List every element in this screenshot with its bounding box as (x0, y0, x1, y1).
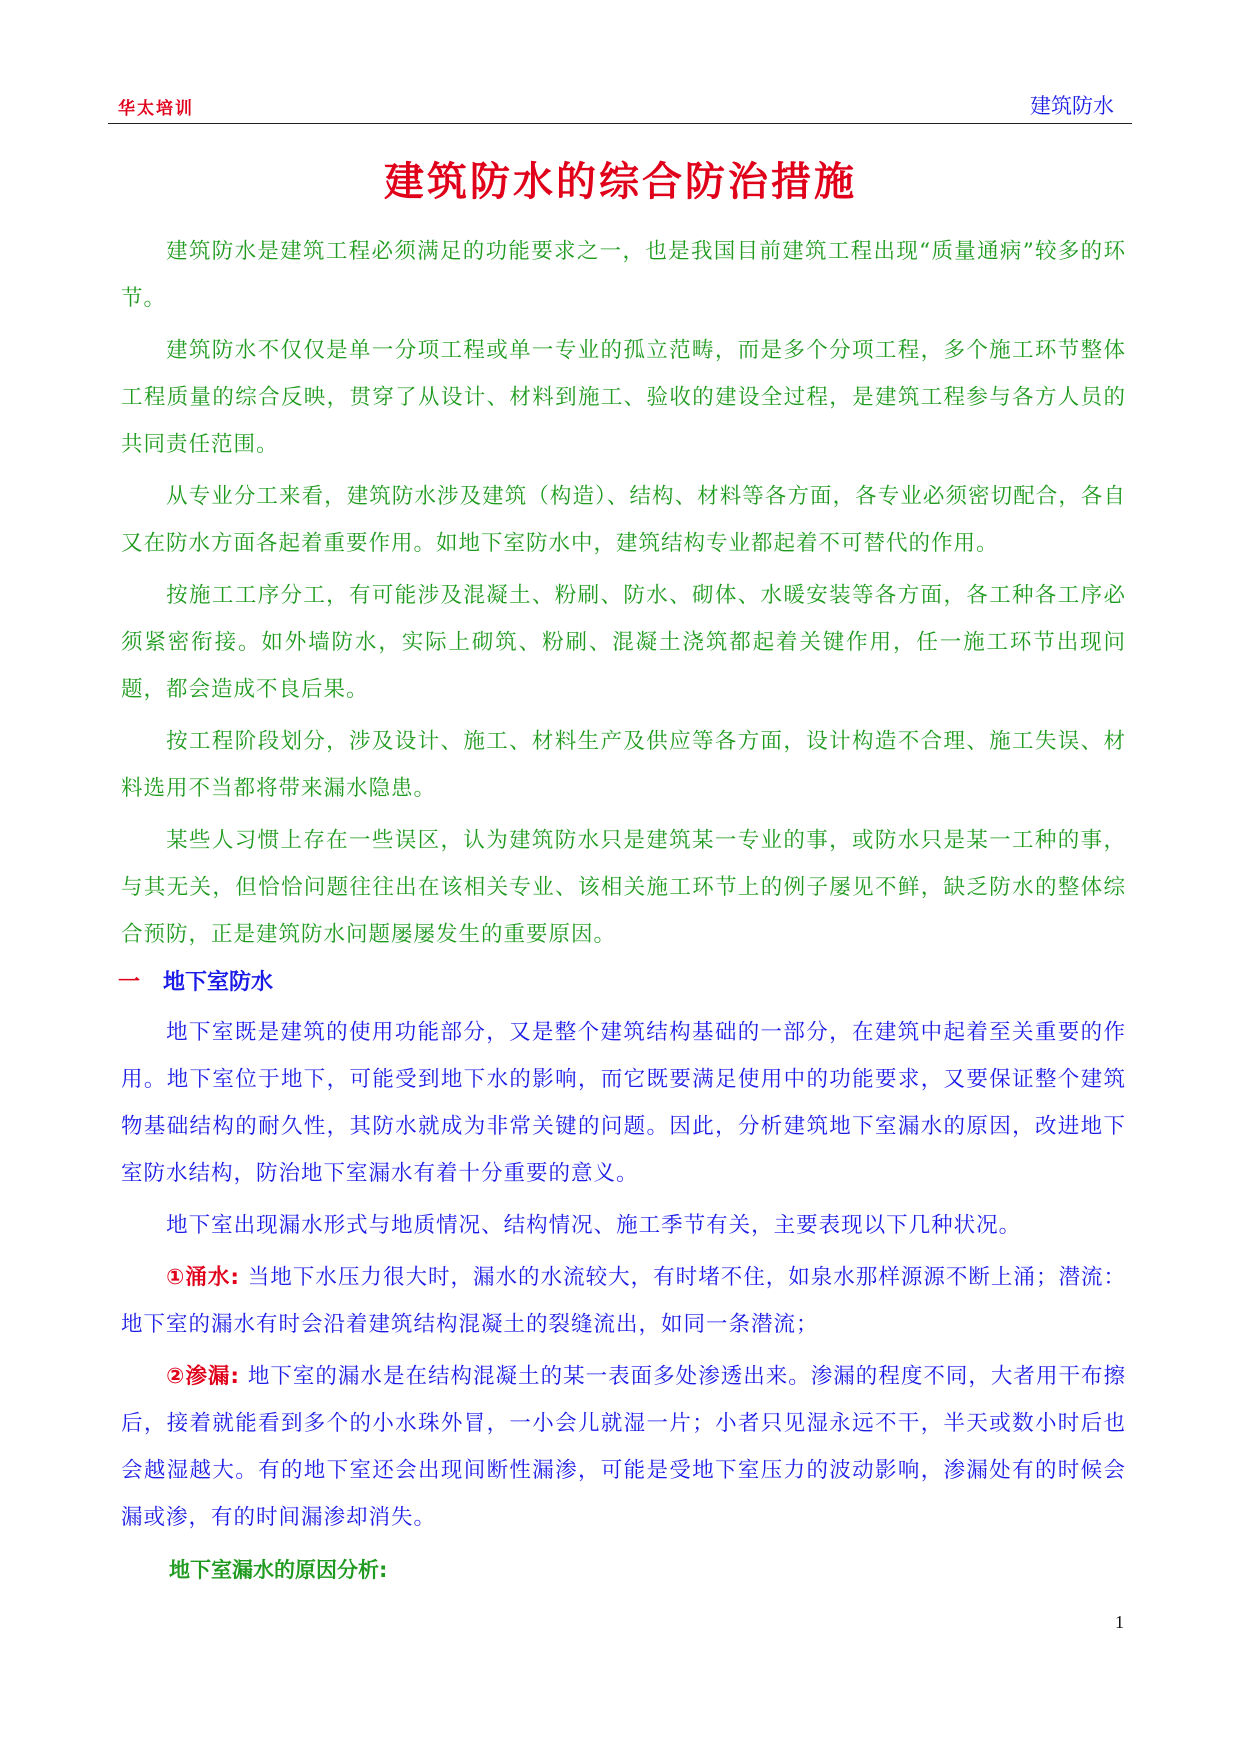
section-number: 一 (118, 970, 141, 995)
list-item-seepage (121, 1353, 1126, 1541)
page-number: 1 (1115, 1612, 1124, 1632)
section-heading (118, 963, 1126, 1003)
section-paragraph: 地下室出现漏水形式与地质情况、结构情况、施工季节有关，主要表现以下几种状况。 (166, 1213, 1022, 1238)
intro-paragraph: 从专业分工来看，建筑防水涉及建筑（构造）、结构、材料等各方面，各专业必须密切配合，各自又在防水方面各起着重要作用。如地下室防水中，建筑结构专业都起着不可替代的作用。 (121, 484, 1126, 556)
document-body (118, 228, 1126, 1594)
list-item-gushing (121, 1254, 1126, 1348)
subsection-heading: 地下室漏水的原因分析: (169, 1558, 388, 1582)
header-divider (108, 123, 1132, 124)
section-paragraph: 地下室既是建筑的使用功能部分，又是整个建筑结构基础的一部分，在建筑中起着至关重要的作用。地下室位于地下，可能受到地下水的影响，而它既要满足使用中的功能要求，又要保证整个建筑物基础结构的耐久性，其防水就成为非常关键的问题。因此，分析建筑地下室漏水的原因，改进地下室防水结构，防治地下室漏水有着十分重要的意义。 (121, 1020, 1126, 1186)
intro-paragraph: 建筑防水是建筑工程必须满足的功能要求之一，也是我国目前建筑工程出现“质量通病”较多的环节。 (121, 239, 1126, 311)
item-lead-label: ①涌水: (166, 1265, 240, 1290)
page-header (108, 86, 1132, 124)
item-text: 当地下水压力很大时，漏水的水流较大，有时堵不住，如泉水那样源源不断上涌；潜流：地下室的漏水有时会沿着建筑结构混凝土的裂缝流出，如同一条潜流； (121, 1265, 1126, 1337)
item-text: 地下室的漏水是在结构混凝土的某一表面多处渗透出来。渗漏的程度不同，大者用干布擦后，接着就能看到多个的小水珠外冒，一小会儿就湿一片；小者只见湿永远不干，半天或数小时后也会越湿越大。有的地下室还会出现间断性漏渗，可能是受地下室压力的波动影响，渗漏处有的时候会漏或渗，有的时间漏渗却消失。 (121, 1364, 1126, 1530)
intro-paragraph: 按施工工序分工，有可能涉及混凝土、粉刷、防水、砌体、水暖安装等各方面，各工种各工序必须紧密衔接。如外墙防水，实际上砌筑、粉刷、混凝土浇筑都起着关键作用，任一施工环节出现问题，都会造成不良后果。 (121, 583, 1126, 702)
header-org-label: 华太培训 (118, 99, 194, 119)
intro-paragraph: 某些人习惯上存在一些误区，认为建筑防水只是建筑某一专业的事，或防水只是某一工种的事，与其无关，但恰恰问题往往出在该相关专业、该相关施工环节上的例子屡见不鲜，缺乏防水的整体综合预防，正是建筑防水问题屡屡发生的重要原因。 (121, 828, 1126, 947)
item-lead-label: ②渗漏: (166, 1364, 240, 1389)
section-title: 地下室防水 (163, 970, 274, 995)
header-topic-label: 建筑防水 (1030, 94, 1114, 118)
intro-paragraph: 建筑防水不仅仅是单一分项工程或单一专业的孤立范畴，而是多个分项工程，多个施工环节整体工程质量的综合反映，贯穿了从设计、材料到施工、验收的建设全过程，是建筑工程参与各方人员的共同责任范围。 (121, 338, 1126, 457)
document-title: 建筑防水的综合防治措施 (384, 159, 857, 205)
intro-paragraph: 按工程阶段划分，涉及设计、施工、材料生产及供应等各方面，设计构造不合理、施工失误、材料选用不当都将带来漏水隐患。 (121, 729, 1126, 801)
